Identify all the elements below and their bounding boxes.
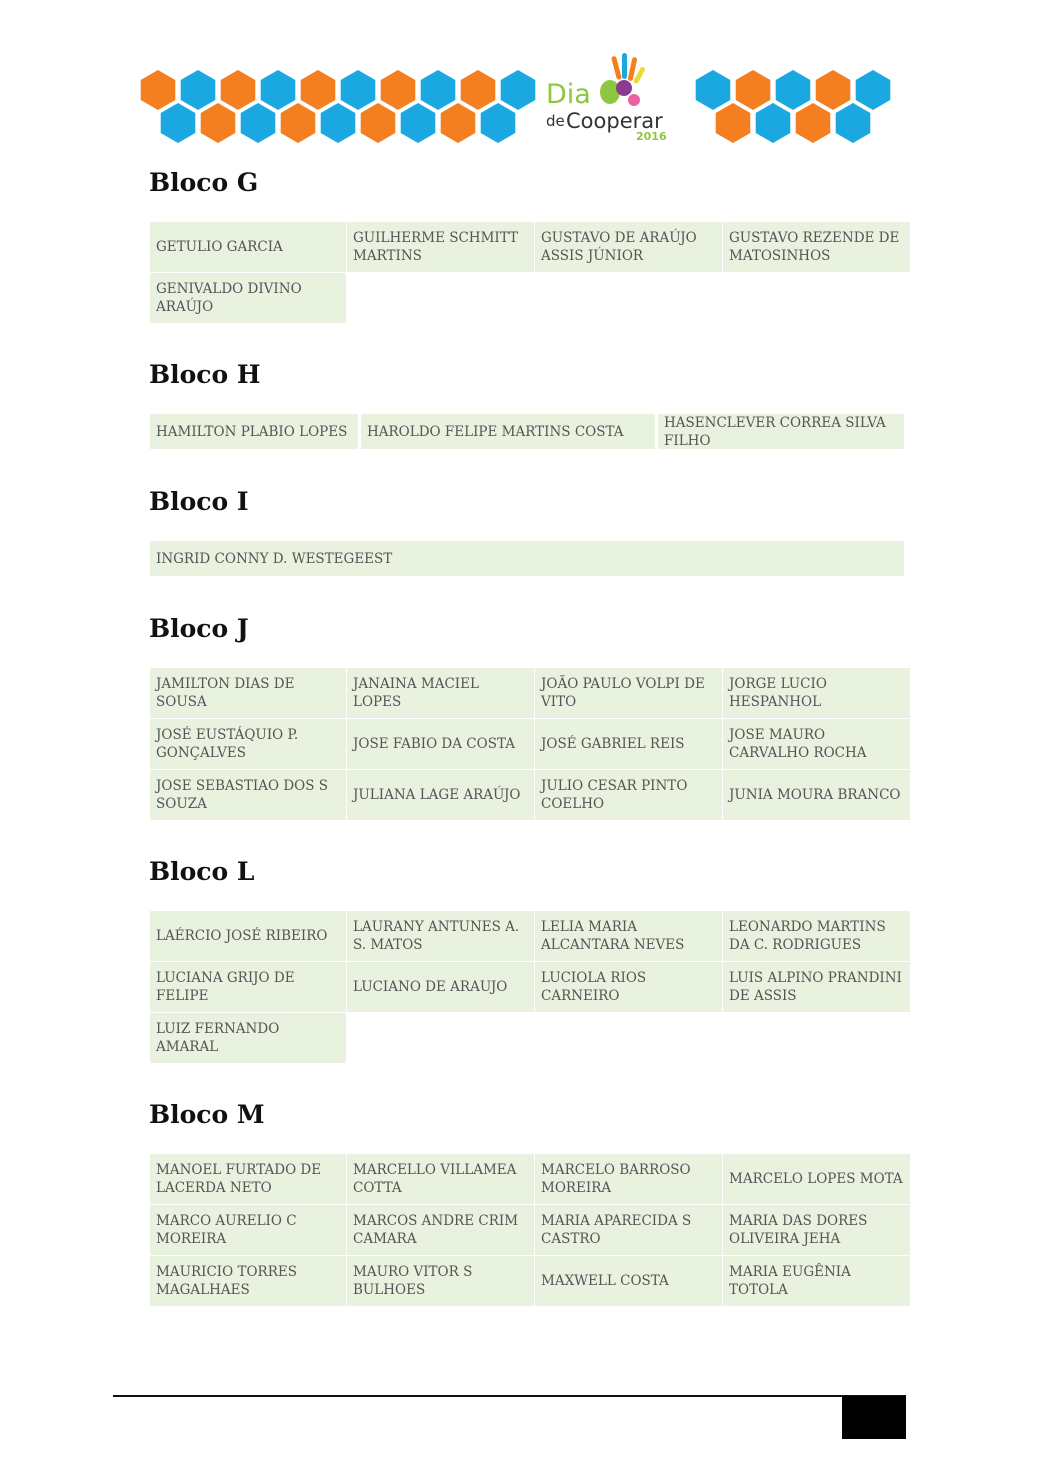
hexagon-pattern-right xyxy=(696,70,891,143)
dia-de-cooperar-banner xyxy=(138,48,894,148)
participant-name-cell: JAMILTON DIAS DE SOUSA xyxy=(150,668,346,718)
participant-name-cell: JOSÉ EUSTÁQUIO P. GONÇALVES xyxy=(150,719,346,769)
hexagon-shape xyxy=(241,103,276,143)
participant-name-cell: LUCIANA GRIJO DE FELIPE xyxy=(150,962,346,1012)
hexagon-shape xyxy=(141,70,176,110)
block-title: Bloco H xyxy=(149,360,261,389)
hexagon-shape xyxy=(776,70,811,110)
hexagon-pattern-left xyxy=(141,70,536,143)
logo-word-cooperar: Cooperar xyxy=(566,109,663,133)
participant-name-cell: MAURO VITOR S BULHOES xyxy=(347,1256,534,1306)
participant-name-cell: HASENCLEVER CORREA SILVA FILHO xyxy=(658,414,904,449)
participant-name-cell: LELIA MARIA ALCANTARA NEVES xyxy=(535,911,722,961)
hexagon-shape xyxy=(481,103,516,143)
participant-name-cell: GENIVALDO DIVINO ARAÚJO xyxy=(150,273,346,323)
hexagon-shape xyxy=(856,70,891,110)
participant-name-cell: MARIA APARECIDA S CASTRO xyxy=(535,1205,722,1255)
hexagon-shape xyxy=(736,70,771,110)
participant-name-cell: JULIANA LAGE ARAÚJO xyxy=(347,770,534,820)
hexagon-shape xyxy=(301,70,336,110)
participant-name-cell: MAURICIO TORRES MAGALHAES xyxy=(150,1256,346,1306)
participant-name-cell: JOÃO PAULO VOLPI DE VITO xyxy=(535,668,722,718)
hexagon-shape xyxy=(181,70,216,110)
participant-name-cell: JUNIA MOURA BRANCO xyxy=(723,770,910,820)
logo-word-de: de xyxy=(546,112,565,130)
participant-name-cell: MAXWELL COSTA xyxy=(535,1256,722,1306)
participant-name-cell: GUSTAVO REZENDE DE MATOSINHOS xyxy=(723,222,910,272)
participant-name-cell: HAMILTON PLABIO LOPES xyxy=(150,414,358,449)
hexagon-shape xyxy=(441,103,476,143)
logo-word-dia: Dia xyxy=(546,79,591,110)
hexagon-shape xyxy=(201,103,236,143)
participant-name-cell: JORGE LUCIO HESPANHOL xyxy=(723,668,910,718)
participant-name-cell: GUSTAVO DE ARAÚJO ASSIS JÚNIOR xyxy=(535,222,722,272)
hexagon-shape xyxy=(696,70,731,110)
participant-name-cell: MARCOS ANDRE CRIM CAMARA xyxy=(347,1205,534,1255)
participant-name-cell: MARCELLO VILLAMEA COTTA xyxy=(347,1154,534,1204)
participant-name-cell: JOSÉ GABRIEL REIS xyxy=(535,719,722,769)
footer-rule xyxy=(113,1395,906,1397)
participant-name-cell: JULIO CESAR PINTO COELHO xyxy=(535,770,722,820)
participant-name-cell: JOSE FABIO DA COSTA xyxy=(347,719,534,769)
participant-name-cell: MARIA EUGÊNIA TOTOLA xyxy=(723,1256,910,1306)
block-title: Bloco M xyxy=(149,1100,265,1129)
block-title: Bloco J xyxy=(149,614,249,643)
hexagon-shape xyxy=(221,70,256,110)
hexagon-shape xyxy=(261,70,296,110)
hexagon-shape xyxy=(716,103,751,143)
participant-name-cell: LUCIANO DE ARAUJO xyxy=(347,962,534,1012)
participant-name-cell: MANOEL FURTADO DE LACERDA NETO xyxy=(150,1154,346,1204)
participant-name-cell: LAÉRCIO JOSÉ RIBEIRO xyxy=(150,911,346,961)
participant-name-cell: INGRID CONNY D. WESTEGEEST xyxy=(150,541,904,576)
participant-name-cell: GUILHERME SCHMITT MARTINS xyxy=(347,222,534,272)
logo-year: 2016 xyxy=(636,130,667,143)
participant-name-cell: LAURANY ANTUNES A. S. MATOS xyxy=(347,911,534,961)
hexagon-shape xyxy=(321,103,356,143)
page-number-box xyxy=(842,1396,906,1439)
hand-logo-icon xyxy=(600,53,646,106)
hexagon-shape xyxy=(161,103,196,143)
hexagon-shape xyxy=(361,103,396,143)
hexagon-shape xyxy=(836,103,871,143)
participant-name-cell: JOSE SEBASTIAO DOS S SOUZA xyxy=(150,770,346,820)
participant-name-cell: HAROLDO FELIPE MARTINS COSTA xyxy=(361,414,655,449)
hexagon-shape xyxy=(401,103,436,143)
hexagon-shape xyxy=(461,70,496,110)
participant-name-cell: MARCELO BARROSO MOREIRA xyxy=(535,1154,722,1204)
participant-name-cell: JANAINA MACIEL LOPES xyxy=(347,668,534,718)
participant-name-cell: JOSE MAURO CARVALHO ROCHA xyxy=(723,719,910,769)
hexagon-shape xyxy=(501,70,536,110)
block-title: Bloco I xyxy=(149,487,249,516)
participant-name-cell: MARIA DAS DORES OLIVEIRA JEHA xyxy=(723,1205,910,1255)
participant-name-cell: LUIS ALPINO PRANDINI DE ASSIS xyxy=(723,962,910,1012)
participant-name-cell: GETULIO GARCIA xyxy=(150,222,346,272)
hexagon-shape xyxy=(281,103,316,143)
hexagon-shape xyxy=(816,70,851,110)
participant-name-cell: MARCELO LOPES MOTA xyxy=(723,1154,910,1204)
hexagon-shape xyxy=(421,70,456,110)
participant-name-cell: LUCIOLA RIOS CARNEIRO xyxy=(535,962,722,1012)
participant-name-cell: LEONARDO MARTINS DA C. RODRIGUES xyxy=(723,911,910,961)
hexagon-shape xyxy=(381,70,416,110)
hexagon-shape xyxy=(341,70,376,110)
hexagon-shape xyxy=(796,103,831,143)
participant-name-cell: MARCO AURELIO C MOREIRA xyxy=(150,1205,346,1255)
hexagon-shape xyxy=(756,103,791,143)
participant-name-cell: LUIZ FERNANDO AMARAL xyxy=(150,1013,346,1063)
block-title: Bloco G xyxy=(149,168,259,197)
block-title: Bloco L xyxy=(149,857,255,886)
